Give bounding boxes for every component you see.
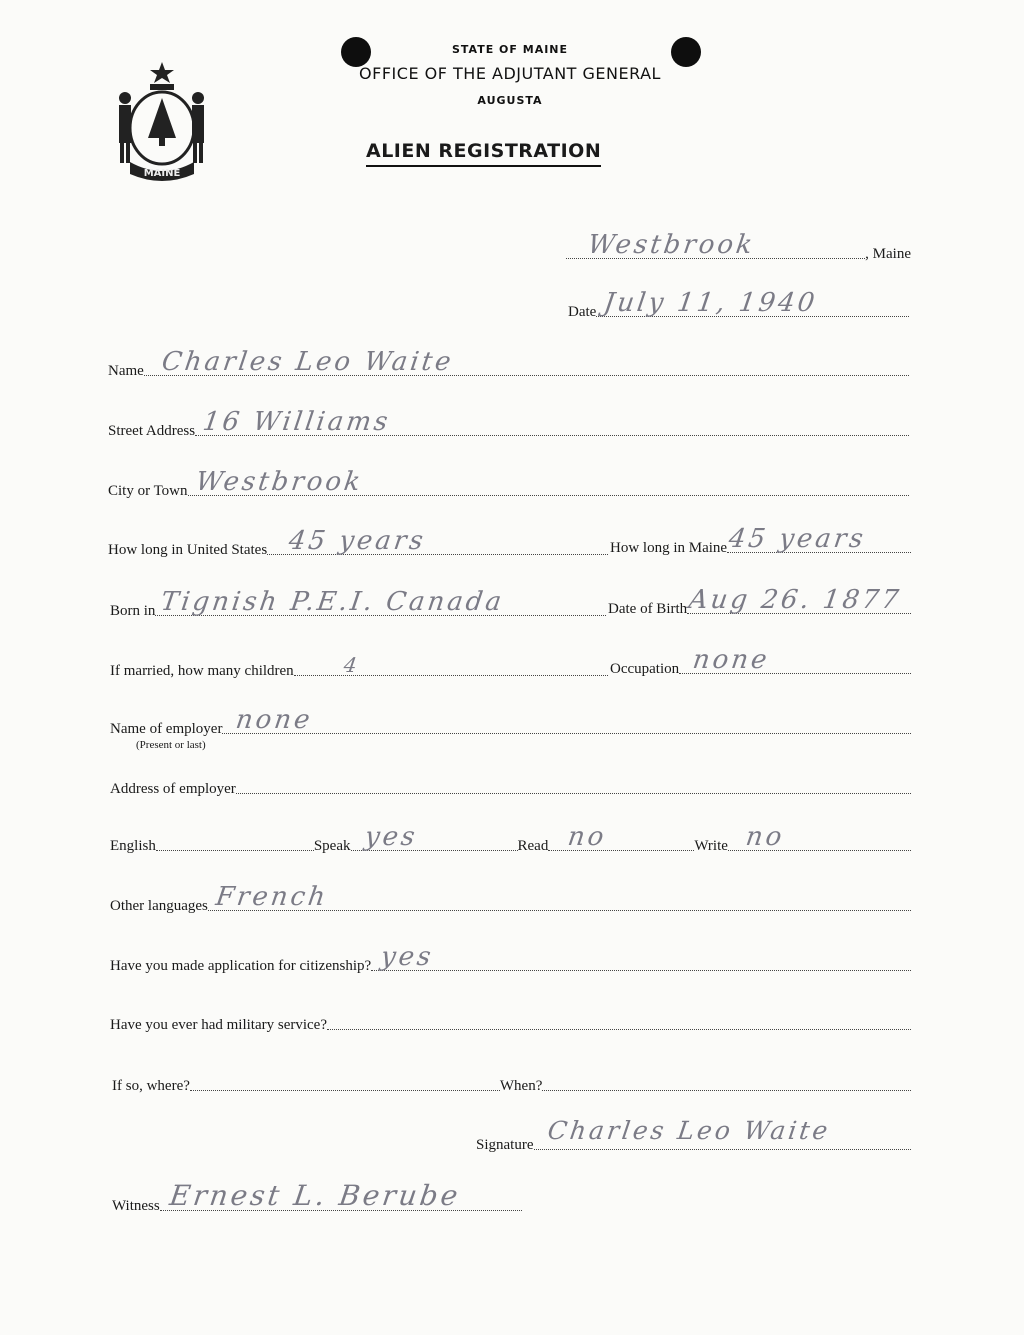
maine-seal-icon [108, 58, 216, 182]
witness-value[interactable]: Ernest L. Berube [167, 1179, 463, 1212]
read-label: Read [517, 838, 549, 854]
street-value[interactable]: 16 Williams [200, 407, 393, 437]
name-value[interactable]: Charles Leo Waite [159, 347, 456, 377]
employer-address-row [110, 775, 911, 799]
children-label: If married, how many children [110, 663, 294, 679]
city-value[interactable]: Westbrook [193, 467, 365, 497]
signature-label: Signature [476, 1137, 534, 1153]
form-title: ALIEN REGISTRATION [366, 140, 601, 167]
children-value[interactable]: 4 [342, 653, 362, 677]
read-value[interactable]: no [566, 822, 609, 852]
city-heading: AUGUSTA [477, 94, 543, 107]
name-label: Name [108, 363, 144, 379]
maine-duration-value[interactable]: 45 years [726, 524, 868, 554]
employer-address-label: Address of employer [110, 781, 236, 797]
write-value[interactable]: no [743, 822, 787, 852]
date-label: Date [568, 304, 597, 320]
dob-row [608, 585, 911, 619]
date-value[interactable]: July 11, 1940 [602, 288, 820, 318]
employer-address-value[interactable] [236, 769, 911, 794]
write-label: Write [694, 838, 728, 854]
city-label: City or Town [108, 483, 188, 499]
maine-duration-label: How long in Maine [610, 540, 728, 556]
dob-label: Date of Birth [608, 601, 688, 617]
svg-text:MAINE: MAINE [143, 168, 181, 179]
town-row [566, 230, 911, 264]
military-value[interactable] [327, 1005, 911, 1030]
occupation-label: Occupation [610, 661, 680, 677]
us-duration-row [108, 526, 608, 560]
signature-row [476, 1116, 911, 1155]
military-label: Have you ever had military service? [110, 1017, 327, 1033]
office-heading: OFFICE OF THE ADJUTANT GENERAL [359, 64, 661, 83]
where-value[interactable] [190, 1066, 500, 1091]
born-row [110, 587, 606, 621]
where-when-row [112, 1072, 911, 1096]
citizenship-label: Have you made application for citizenship? [110, 958, 372, 974]
city-row [108, 467, 909, 501]
date-row [568, 288, 909, 322]
military-row [110, 1011, 911, 1035]
employer-label: Name of employer [110, 721, 223, 737]
signature-value[interactable]: Charles Leo Waite [545, 1116, 832, 1145]
when-label: When? [499, 1078, 543, 1094]
street-row [108, 407, 909, 441]
occupation-row [610, 645, 911, 679]
town-value[interactable]: Westbrook [585, 230, 758, 260]
witness-row [112, 1179, 522, 1216]
citizenship-value[interactable]: yes [379, 942, 436, 972]
speak-label: Speak [313, 838, 351, 854]
citizenship-row [110, 942, 911, 976]
us-duration-label: How long in United States [108, 542, 268, 558]
us-duration-value[interactable]: 45 years [287, 526, 428, 556]
witness-label: Witness [112, 1198, 160, 1214]
employer-sublabel: (Present or last) [136, 739, 206, 751]
state-heading: STATE OF MAINE [451, 43, 569, 56]
speak-value[interactable]: yes [362, 822, 420, 852]
languages-row [110, 882, 911, 916]
where-label: If so, where? [112, 1078, 190, 1094]
employer-row [110, 705, 911, 739]
languages-label: Other languages [110, 898, 208, 914]
street-label: Street Address [108, 423, 196, 439]
children-row [110, 653, 608, 681]
languages-value[interactable]: French [213, 882, 330, 912]
english-label: English [110, 838, 156, 854]
when-value[interactable] [542, 1066, 911, 1091]
english-row [110, 822, 911, 856]
occupation-value[interactable]: none [691, 645, 772, 675]
born-label: Born in [110, 603, 156, 619]
employer-value[interactable]: none [234, 705, 316, 735]
town-label: , Maine [865, 246, 911, 262]
dob-value[interactable]: Aug 26. 1877 [687, 585, 904, 615]
maine-duration-row [610, 524, 911, 558]
name-row [108, 347, 909, 381]
born-value[interactable]: Tignish P.E.I. Canada [159, 587, 507, 617]
